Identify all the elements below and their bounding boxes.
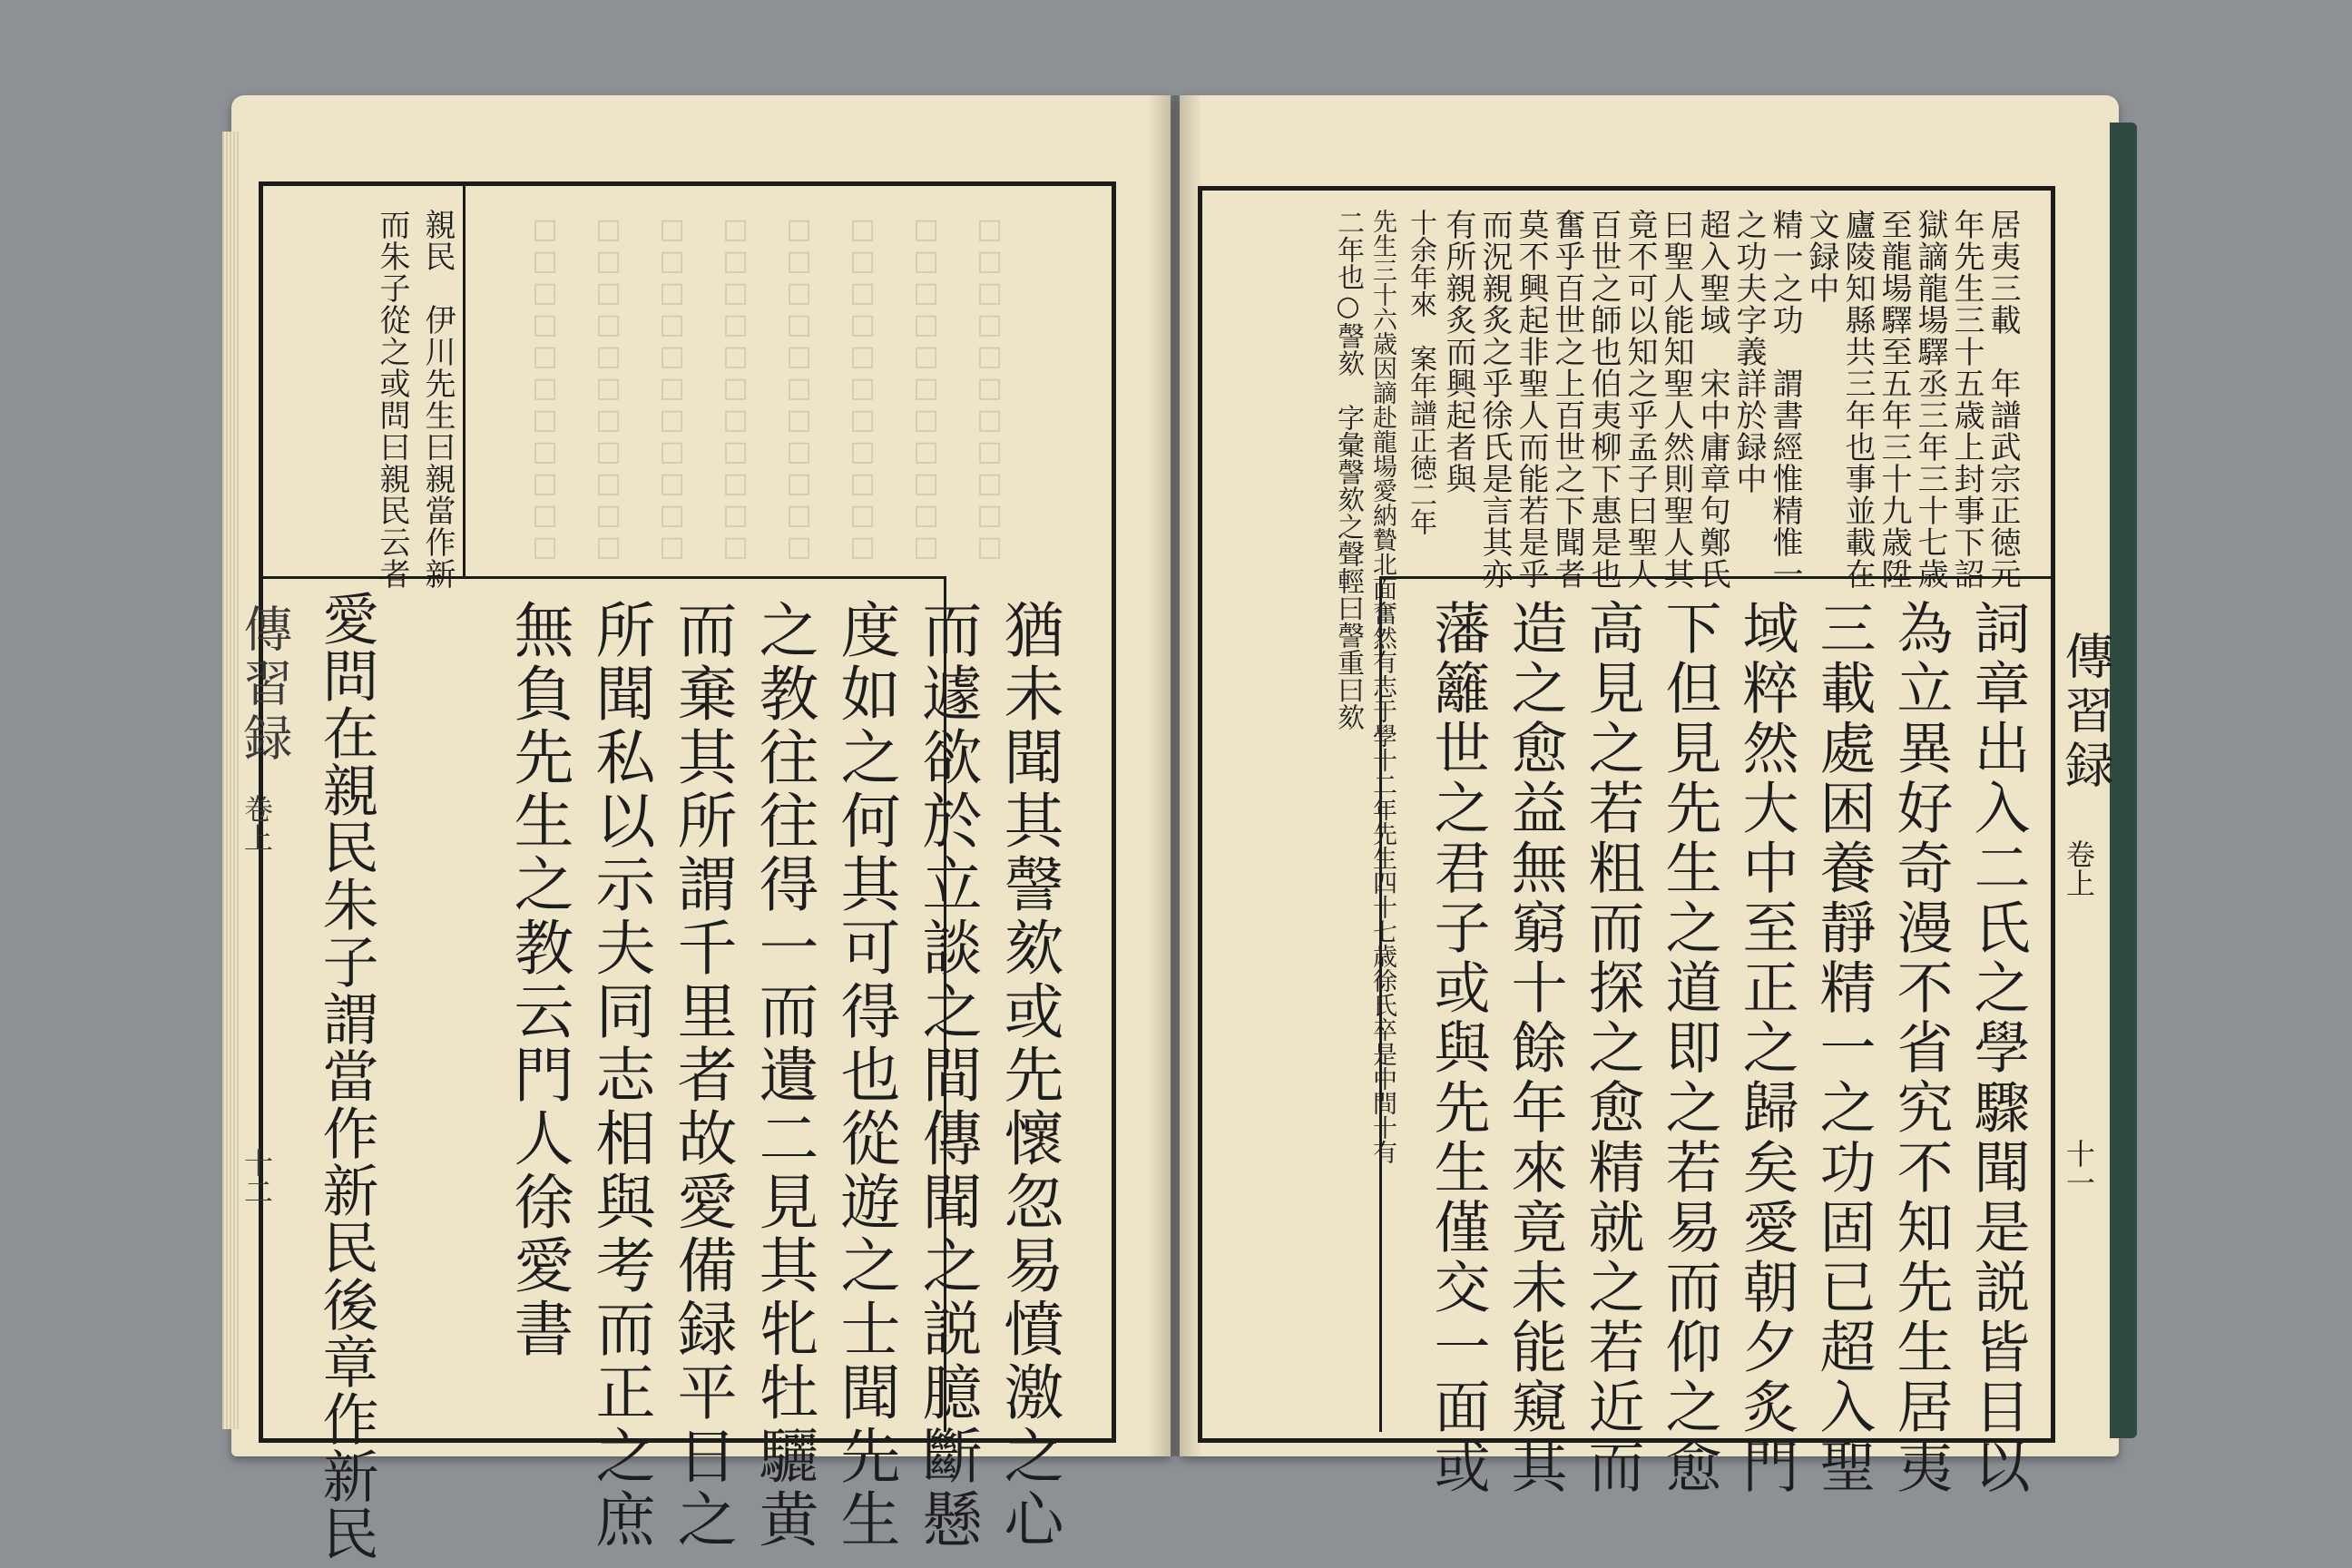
upper-column-9: 超入聖域 宋中庸章句鄭氏 [1694, 209, 1730, 590]
upper-column-3: 獄謫龍場驛丞三年三十七歳 [1912, 209, 1948, 590]
upper-column-14: 莫不興起非聖人而能若是乎 [1513, 209, 1549, 590]
upper-column-15: 而況親炙之乎徐氏是言其亦 [1476, 209, 1513, 590]
text-column-3: 三載處困養靜精一之功固已超入聖 [1810, 599, 1877, 1497]
text-column-6: 所聞私以示夫同志相與考而正之庶 [585, 599, 655, 1552]
text-column-5: 下但見先生之道即之若易而仰之愈 [1656, 599, 1722, 1497]
upper-column-6: 文録中 [1803, 209, 1839, 304]
text-column-2: 而遽欲於立談之間傳聞之説臆斷懸 [912, 599, 982, 1552]
upper-column-16: 有所親炙而興起者與 [1440, 209, 1476, 495]
margin-volume: 卷上 [240, 794, 274, 852]
margin-page-number: 十一 [2062, 1139, 2096, 1197]
text-column-3: 度如之何其可得也從遊之士聞先生 [830, 599, 900, 1552]
right-page [1180, 95, 2119, 1497]
show-through-text: □□□□□□□□□□□ [910, 213, 942, 563]
show-through-text: □□□□□□□□□□□ [656, 213, 688, 563]
text-column-4: 之教往往得一而遺二見其牝牡驪黄 [749, 599, 818, 1552]
text-column-8: 愛問在親民朱子謂當作新民後章作新民 [313, 590, 379, 1562]
left-upper-divider [463, 186, 466, 576]
text-column-1: 猶未聞其謦欬或先懷忽易憤激之心 [994, 599, 1063, 1552]
upper-column-8: 之功夫字義詳於録中 [1730, 209, 1767, 495]
text-column-2: 為立異好奇漫不省究不知先生居夷 [1887, 599, 1954, 1497]
show-through-text: □□□□□□□□□□□ [720, 213, 751, 563]
text-column-8: 藩籬世之君子或與先生僅交一面或 [1425, 599, 1491, 1497]
upper-column-10: 曰聖人能知聖人然則聖人其 [1658, 209, 1694, 590]
show-through-text: □□□□□□□□□□□ [593, 213, 624, 563]
show-through-text: □□□□□□□□□□□ [847, 213, 878, 563]
upper-column-13: 奮乎百世之上百世之下聞者 [1549, 209, 1585, 590]
text-column-7: 造之愈益無窮十餘年來竟未能窺其 [1502, 599, 1568, 1497]
upper-column-2: 而朱子從之或問曰親民云者 [374, 209, 410, 590]
text-column-7: 無負先生之教云門人徐愛書 [504, 599, 573, 1361]
margin-title: 傳習録 [2057, 631, 2114, 794]
lower-column-2: 先生三十六歳因謫赴龍場愛納贄北面奮然有志于學十二年先生四十七歳徐氏卒是中間十有 [1368, 209, 1396, 1164]
upper-column-11: 竟不可以知之乎孟子曰聖人 [1622, 209, 1658, 590]
upper-column-2: 年先生三十五歳上封事下詔 [1948, 209, 1984, 590]
margin-page-number: 十二 [240, 1148, 274, 1206]
show-through-text: □□□□□□□□□□□ [783, 213, 815, 563]
upper-column-1: 親民 伊川先生曰親當作新 [419, 209, 456, 590]
book-gutter [1148, 95, 1202, 1456]
margin-volume: 卷上 [2062, 839, 2096, 897]
show-through-text: □□□□□□□□□□□ [974, 213, 1005, 563]
upper-column-7: 精一之功 謂書經惟精惟一 [1767, 209, 1803, 590]
show-through-text: □□□□□□□□□□□ [529, 213, 561, 563]
text-column-4: 域粹然大中至正之歸矣愛朝夕炙門 [1733, 599, 1799, 1497]
open-book [231, 95, 2119, 1562]
text-column-1: 詞章出入二氏之學驟聞是説皆目以 [1965, 599, 2031, 1497]
text-column-5: 而棄其所謂千里者故愛備録平日之 [667, 599, 737, 1552]
upper-column-12: 百世之師也伯夷柳下惠是也 [1585, 209, 1622, 590]
upper-column-4: 至龍場驛至五年三十九歳陞 [1876, 209, 1912, 590]
lower-column-1: 十余年來 案年譜正徳二年 [1405, 209, 1436, 535]
upper-column-5: 廬陵知縣共三年也事並載在 [1839, 209, 1876, 590]
page-edges [222, 132, 239, 1429]
upper-column-1: 居夷三載 年譜武宗正徳元 [1984, 209, 2021, 590]
left-page [231, 95, 1171, 1562]
margin-title: 傳習録 [236, 603, 293, 767]
text-column-6: 高見之若粗而探之愈精就之若近而 [1579, 599, 1645, 1497]
lower-column-3: 二年也○謦欬 字彙謦欬之聲輕曰謦重曰欬 [1332, 209, 1364, 730]
